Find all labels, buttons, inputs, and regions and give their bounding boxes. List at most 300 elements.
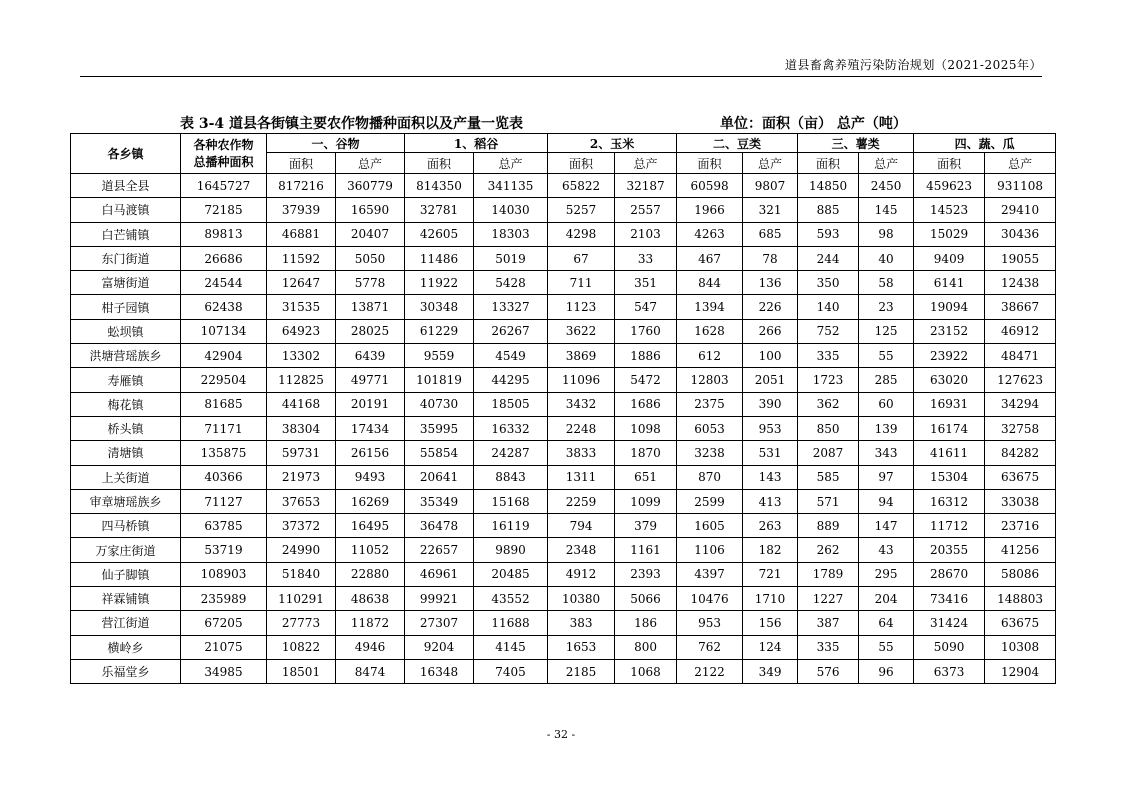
value-cell: 17434 [336, 416, 405, 440]
value-cell: 6439 [336, 344, 405, 368]
value-cell: 64923 [267, 319, 336, 343]
value-cell: 16332 [474, 416, 548, 440]
value-cell: 40730 [405, 392, 474, 416]
value-cell: 8843 [474, 465, 548, 489]
town-name-cell: 乐福堂乡 [71, 659, 181, 683]
value-cell: 10476 [677, 587, 743, 611]
subheader-output: 总产 [615, 153, 677, 174]
value-cell: 58 [859, 271, 914, 295]
value-cell: 3833 [548, 441, 615, 465]
value-cell: 13302 [267, 344, 336, 368]
value-cell: 5090 [914, 635, 985, 659]
value-cell: 34985 [181, 659, 267, 683]
value-cell: 30436 [985, 222, 1056, 246]
town-name-cell: 道县全县 [71, 174, 181, 198]
value-cell: 341135 [474, 174, 548, 198]
value-cell: 41256 [985, 538, 1056, 562]
value-cell: 22657 [405, 538, 474, 562]
value-cell: 14850 [798, 174, 859, 198]
town-name-cell: 四马桥镇 [71, 514, 181, 538]
value-cell: 58086 [985, 562, 1056, 586]
value-cell: 46961 [405, 562, 474, 586]
value-cell: 98 [859, 222, 914, 246]
value-cell: 23 [859, 295, 914, 319]
value-cell: 24544 [181, 271, 267, 295]
value-cell: 9559 [405, 344, 474, 368]
value-cell: 9493 [336, 465, 405, 489]
value-cell: 12438 [985, 271, 1056, 295]
crop-area-output-table [70, 133, 1056, 684]
value-cell: 14523 [914, 198, 985, 222]
value-cell: 72185 [181, 198, 267, 222]
value-cell: 18505 [474, 392, 548, 416]
value-cell: 12803 [677, 368, 743, 392]
value-cell: 11872 [336, 611, 405, 635]
value-cell: 11592 [267, 246, 336, 270]
value-cell: 2122 [677, 659, 743, 683]
value-cell: 140 [798, 295, 859, 319]
table-row [71, 562, 1056, 586]
value-cell: 593 [798, 222, 859, 246]
header-total-line1: 各种农作物 [193, 137, 254, 152]
value-cell: 101819 [405, 368, 474, 392]
value-cell: 3869 [548, 344, 615, 368]
value-cell: 186 [615, 611, 677, 635]
header-town: 各乡镇 [71, 134, 181, 174]
value-cell: 383 [548, 611, 615, 635]
value-cell: 1394 [677, 295, 743, 319]
table-row [71, 635, 1056, 659]
value-cell: 235989 [181, 587, 267, 611]
value-cell: 387 [798, 611, 859, 635]
value-cell: 42605 [405, 222, 474, 246]
value-cell: 94 [859, 489, 914, 513]
value-cell: 11922 [405, 271, 474, 295]
value-cell: 13871 [336, 295, 405, 319]
table-row [71, 222, 1056, 246]
value-cell: 31535 [267, 295, 336, 319]
value-cell: 12904 [985, 659, 1056, 683]
value-cell: 685 [743, 222, 798, 246]
value-cell: 55 [859, 635, 914, 659]
value-cell: 285 [859, 368, 914, 392]
town-name-cell: 上关街道 [71, 465, 181, 489]
value-cell: 62438 [181, 295, 267, 319]
value-cell: 2599 [677, 489, 743, 513]
value-cell: 10380 [548, 587, 615, 611]
value-cell: 23152 [914, 319, 985, 343]
table-row [71, 344, 1056, 368]
value-cell: 1161 [615, 538, 677, 562]
value-cell: 9204 [405, 635, 474, 659]
value-cell: 2185 [548, 659, 615, 683]
value-cell: 11486 [405, 246, 474, 270]
table-row [71, 514, 1056, 538]
value-cell: 32758 [985, 416, 1056, 440]
value-cell: 145 [859, 198, 914, 222]
town-name-cell: 万家庄街道 [71, 538, 181, 562]
town-name-cell: 梅花镇 [71, 392, 181, 416]
value-cell: 67 [548, 246, 615, 270]
town-name-cell: 横岭乡 [71, 635, 181, 659]
value-cell: 5428 [474, 271, 548, 295]
value-cell: 2450 [859, 174, 914, 198]
value-cell: 571 [798, 489, 859, 513]
value-cell: 1645727 [181, 174, 267, 198]
value-cell: 19094 [914, 295, 985, 319]
value-cell: 11096 [548, 368, 615, 392]
value-cell: 531 [743, 441, 798, 465]
subheader-output: 总产 [859, 153, 914, 174]
value-cell: 576 [798, 659, 859, 683]
value-cell: 143 [743, 465, 798, 489]
value-cell: 20355 [914, 538, 985, 562]
value-cell: 885 [798, 198, 859, 222]
group-header: 1、稻谷 [405, 134, 548, 153]
value-cell: 37372 [267, 514, 336, 538]
value-cell: 26686 [181, 246, 267, 270]
value-cell: 1311 [548, 465, 615, 489]
value-cell: 112825 [267, 368, 336, 392]
value-cell: 2393 [615, 562, 677, 586]
value-cell: 343 [859, 441, 914, 465]
value-cell: 2259 [548, 489, 615, 513]
value-cell: 467 [677, 246, 743, 270]
value-cell: 1760 [615, 319, 677, 343]
subheader-output: 总产 [474, 153, 548, 174]
value-cell: 262 [798, 538, 859, 562]
value-cell: 1686 [615, 392, 677, 416]
table-row [71, 465, 1056, 489]
value-cell: 3622 [548, 319, 615, 343]
table-row [71, 295, 1056, 319]
value-cell: 55854 [405, 441, 474, 465]
town-name-cell: 祥霖铺镇 [71, 587, 181, 611]
value-cell: 5472 [615, 368, 677, 392]
value-cell: 5778 [336, 271, 405, 295]
town-name-cell: 清塘镇 [71, 441, 181, 465]
value-cell: 26156 [336, 441, 405, 465]
town-name-cell: 仙子脚镇 [71, 562, 181, 586]
value-cell: 1106 [677, 538, 743, 562]
table-row [71, 538, 1056, 562]
value-cell: 2375 [677, 392, 743, 416]
value-cell: 20641 [405, 465, 474, 489]
table-title: 表 3-4 道县各街镇主要农作物播种面积以及产量一览表 [180, 116, 524, 132]
value-cell: 1098 [615, 416, 677, 440]
value-cell: 8474 [336, 659, 405, 683]
value-cell: 63675 [985, 611, 1056, 635]
value-cell: 244 [798, 246, 859, 270]
table-row [71, 319, 1056, 343]
value-cell: 30348 [405, 295, 474, 319]
subheader-output: 总产 [985, 153, 1056, 174]
value-cell: 547 [615, 295, 677, 319]
group-header: 二、豆类 [677, 134, 798, 153]
value-cell: 931108 [985, 174, 1056, 198]
value-cell: 71171 [181, 416, 267, 440]
value-cell: 1628 [677, 319, 743, 343]
header-total-area [181, 134, 267, 174]
value-cell: 24287 [474, 441, 548, 465]
group-header: 四、蔬、瓜 [914, 134, 1056, 153]
value-cell: 4397 [677, 562, 743, 586]
value-cell: 60 [859, 392, 914, 416]
value-cell: 870 [677, 465, 743, 489]
value-cell: 34294 [985, 392, 1056, 416]
value-cell: 33 [615, 246, 677, 270]
value-cell: 10822 [267, 635, 336, 659]
table-unit-note: 单位：面积（亩） 总产（吨） [720, 116, 907, 132]
value-cell: 32187 [615, 174, 677, 198]
value-cell: 16495 [336, 514, 405, 538]
value-cell: 61229 [405, 319, 474, 343]
value-cell: 96 [859, 659, 914, 683]
value-cell: 46912 [985, 319, 1056, 343]
value-cell: 263 [743, 514, 798, 538]
value-cell: 2557 [615, 198, 677, 222]
town-name-cell: 柑子园镇 [71, 295, 181, 319]
value-cell: 37653 [267, 489, 336, 513]
value-cell: 9890 [474, 538, 548, 562]
value-cell: 817216 [267, 174, 336, 198]
value-cell: 78 [743, 246, 798, 270]
value-cell: 36478 [405, 514, 474, 538]
town-name-cell: 蚣坝镇 [71, 319, 181, 343]
value-cell: 15304 [914, 465, 985, 489]
value-cell: 38667 [985, 295, 1056, 319]
value-cell: 5066 [615, 587, 677, 611]
value-cell: 13327 [474, 295, 548, 319]
value-cell: 794 [548, 514, 615, 538]
value-cell: 360779 [336, 174, 405, 198]
value-cell: 800 [615, 635, 677, 659]
value-cell: 1099 [615, 489, 677, 513]
value-cell: 6141 [914, 271, 985, 295]
value-cell: 26267 [474, 319, 548, 343]
header-total-line2: 总播种面积 [193, 154, 254, 169]
value-cell: 21075 [181, 635, 267, 659]
table-row [71, 659, 1056, 683]
value-cell: 38304 [267, 416, 336, 440]
value-cell: 844 [677, 271, 743, 295]
value-cell: 752 [798, 319, 859, 343]
value-cell: 124 [743, 635, 798, 659]
value-cell: 49771 [336, 368, 405, 392]
value-cell: 1653 [548, 635, 615, 659]
value-cell: 4549 [474, 344, 548, 368]
group-header: 三、薯类 [798, 134, 914, 153]
value-cell: 48471 [985, 344, 1056, 368]
value-cell: 24990 [267, 538, 336, 562]
value-cell: 15029 [914, 222, 985, 246]
value-cell: 1123 [548, 295, 615, 319]
value-cell: 10308 [985, 635, 1056, 659]
value-cell: 42904 [181, 344, 267, 368]
value-cell: 379 [615, 514, 677, 538]
value-cell: 349 [743, 659, 798, 683]
value-cell: 64 [859, 611, 914, 635]
value-cell: 53719 [181, 538, 267, 562]
value-cell: 59731 [267, 441, 336, 465]
value-cell: 44295 [474, 368, 548, 392]
value-cell: 100 [743, 344, 798, 368]
value-cell: 33038 [985, 489, 1056, 513]
town-name-cell: 洪塘营瑶族乡 [71, 344, 181, 368]
value-cell: 63675 [985, 465, 1056, 489]
table-row [71, 489, 1056, 513]
table-row [71, 198, 1056, 222]
value-cell: 71127 [181, 489, 267, 513]
value-cell: 651 [615, 465, 677, 489]
town-name-cell: 白芒铺镇 [71, 222, 181, 246]
town-name-cell: 东门街道 [71, 246, 181, 270]
value-cell: 31424 [914, 611, 985, 635]
value-cell: 1870 [615, 441, 677, 465]
value-cell: 953 [677, 611, 743, 635]
value-cell: 28670 [914, 562, 985, 586]
value-cell: 4946 [336, 635, 405, 659]
table-row [71, 587, 1056, 611]
value-cell: 1068 [615, 659, 677, 683]
value-cell: 390 [743, 392, 798, 416]
value-cell: 27307 [405, 611, 474, 635]
town-name-cell: 营江街道 [71, 611, 181, 635]
value-cell: 135875 [181, 441, 267, 465]
value-cell: 1966 [677, 198, 743, 222]
subheader-area: 面积 [798, 153, 859, 174]
value-cell: 48638 [336, 587, 405, 611]
value-cell: 2051 [743, 368, 798, 392]
value-cell: 37939 [267, 198, 336, 222]
value-cell: 40366 [181, 465, 267, 489]
value-cell: 3238 [677, 441, 743, 465]
value-cell: 27773 [267, 611, 336, 635]
value-cell: 9409 [914, 246, 985, 270]
value-cell: 46881 [267, 222, 336, 246]
value-cell: 63785 [181, 514, 267, 538]
value-cell: 413 [743, 489, 798, 513]
value-cell: 2103 [615, 222, 677, 246]
value-cell: 14030 [474, 198, 548, 222]
value-cell: 889 [798, 514, 859, 538]
town-name-cell: 白马渡镇 [71, 198, 181, 222]
value-cell: 295 [859, 562, 914, 586]
value-cell: 32781 [405, 198, 474, 222]
value-cell: 16348 [405, 659, 474, 683]
value-cell: 814350 [405, 174, 474, 198]
value-cell: 99921 [405, 587, 474, 611]
value-cell: 55 [859, 344, 914, 368]
value-cell: 15168 [474, 489, 548, 513]
value-cell: 3432 [548, 392, 615, 416]
value-cell: 1710 [743, 587, 798, 611]
table-row [71, 246, 1056, 270]
value-cell: 125 [859, 319, 914, 343]
value-cell: 18501 [267, 659, 336, 683]
value-cell: 351 [615, 271, 677, 295]
value-cell: 16174 [914, 416, 985, 440]
value-cell: 148803 [985, 587, 1056, 611]
page-number: - 32 - [546, 728, 576, 741]
value-cell: 5050 [336, 246, 405, 270]
value-cell: 11712 [914, 514, 985, 538]
value-cell: 12647 [267, 271, 336, 295]
value-cell: 335 [798, 635, 859, 659]
value-cell: 6053 [677, 416, 743, 440]
value-cell: 850 [798, 416, 859, 440]
value-cell: 41611 [914, 441, 985, 465]
value-cell: 28025 [336, 319, 405, 343]
value-cell: 73416 [914, 587, 985, 611]
value-cell: 23922 [914, 344, 985, 368]
value-cell: 5257 [548, 198, 615, 222]
value-cell: 63020 [914, 368, 985, 392]
value-cell: 18303 [474, 222, 548, 246]
value-cell: 29410 [985, 198, 1056, 222]
value-cell: 40 [859, 246, 914, 270]
value-cell: 4298 [548, 222, 615, 246]
value-cell: 1886 [615, 344, 677, 368]
value-cell: 321 [743, 198, 798, 222]
value-cell: 585 [798, 465, 859, 489]
town-name-cell: 富塘街道 [71, 271, 181, 295]
value-cell: 22880 [336, 562, 405, 586]
value-cell: 1605 [677, 514, 743, 538]
value-cell: 4263 [677, 222, 743, 246]
header-divider [80, 76, 1042, 77]
running-header: 道县畜禽养殖污染防治规划（2021-2025年） [784, 58, 1042, 72]
value-cell: 4145 [474, 635, 548, 659]
value-cell: 711 [548, 271, 615, 295]
table-caption [70, 111, 1055, 133]
value-cell: 89813 [181, 222, 267, 246]
value-cell: 107134 [181, 319, 267, 343]
value-cell: 16931 [914, 392, 985, 416]
value-cell: 612 [677, 344, 743, 368]
table-row [71, 441, 1056, 465]
value-cell: 2248 [548, 416, 615, 440]
value-cell: 182 [743, 538, 798, 562]
subheader-area: 面积 [548, 153, 615, 174]
value-cell: 20485 [474, 562, 548, 586]
value-cell: 11688 [474, 611, 548, 635]
subheader-output: 总产 [743, 153, 798, 174]
value-cell: 84282 [985, 441, 1056, 465]
group-header: 2、玉米 [548, 134, 677, 153]
value-cell: 5019 [474, 246, 548, 270]
value-cell: 110291 [267, 587, 336, 611]
value-cell: 136 [743, 271, 798, 295]
value-cell: 60598 [677, 174, 743, 198]
town-name-cell: 审章塘瑶族乡 [71, 489, 181, 513]
value-cell: 43 [859, 538, 914, 562]
value-cell: 362 [798, 392, 859, 416]
value-cell: 16312 [914, 489, 985, 513]
table-row [71, 271, 1056, 295]
value-cell: 459623 [914, 174, 985, 198]
value-cell: 1227 [798, 587, 859, 611]
table-row [71, 392, 1056, 416]
value-cell: 204 [859, 587, 914, 611]
value-cell: 266 [743, 319, 798, 343]
value-cell: 335 [798, 344, 859, 368]
town-name-cell: 桥头镇 [71, 416, 181, 440]
value-cell: 16269 [336, 489, 405, 513]
value-cell: 108903 [181, 562, 267, 586]
value-cell: 16590 [336, 198, 405, 222]
table-row [71, 368, 1056, 392]
